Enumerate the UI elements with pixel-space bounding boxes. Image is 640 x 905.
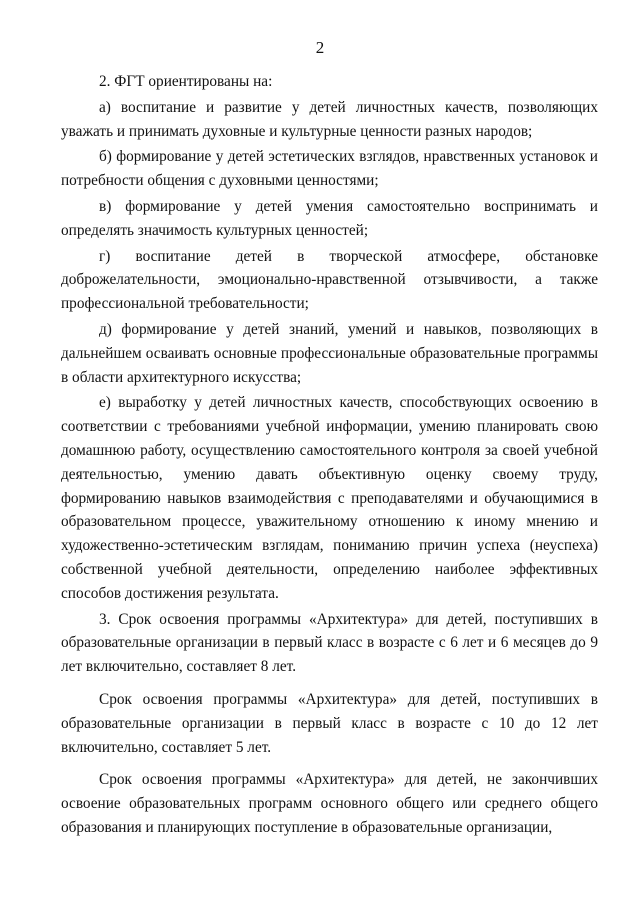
list-item-d: д) формирование у детей знаний, умений и навыков, позволяющих в дальнейшем осваивать основные профессиональные образовательные программы в области архитектурного искусства; [61,320,598,386]
list-item-e: е) выработку у детей личностных качеств, способствующих освоению в соответствии с требованиями учебной информации, умению планировать свою домашнюю работу, осуществлению самостоятельного контроля за своей учебной деятельностью, умению давать объективную оценку своему труду, формированию навыков взаимодействия с преподавателями и обучающимися в образовательном процессе, уважительному отношению к иному мнению и художественно-эстетическим взглядам, пониманию причин успеха (неуспеха) собственной учебной деятельности, определению наиболее эффективных способов достижения результата. [61,394,598,602]
page-number: 2 [315,38,325,57]
list-item-v: в) формирование у детей умения самостоятельно воспринимать и определять значимость культурных ценностей; [61,197,598,239]
duration-paragraph-incomplete: Срок освоения программы «Архитектура» для детей, не закончивших освоение образовательных программ основного общего или среднего общего образования и планирующих поступление в образовательные организации, [61,771,598,836]
list-item-a: а) воспитание и развитие у детей личностных качеств, позволяющих уважать и принимать духовные и культурные ценности разных народов; [61,98,598,140]
list-item-b: б) формирование у детей эстетических взглядов, нравственных установок и потребности общения с духовными ценностями; [61,148,598,190]
document-body [61,70,598,840]
section-3-paragraph: 3. Срок освоения программы «Архитектура» для детей, поступивших в образовательные организации в первый класс в возрасте с 6 лет и 6 месяцев до 9 лет включительно, составляет 8 лет. [61,610,598,676]
list-item-g: г) воспитание детей в творческой атмосфере, обстановке доброжелательности, эмоционально-нравственной отзывчивости, а также профессиональной требовательности; [61,247,598,313]
section-2-heading: 2. ФГТ ориентированы на: [99,73,273,90]
duration-paragraph-5-years: Срок освоения программы «Архитектура» для детей, поступивших в образовательные организации в первый класс в возрасте с 10 до 12 лет включительно, составляет 5 лет. [61,690,598,756]
